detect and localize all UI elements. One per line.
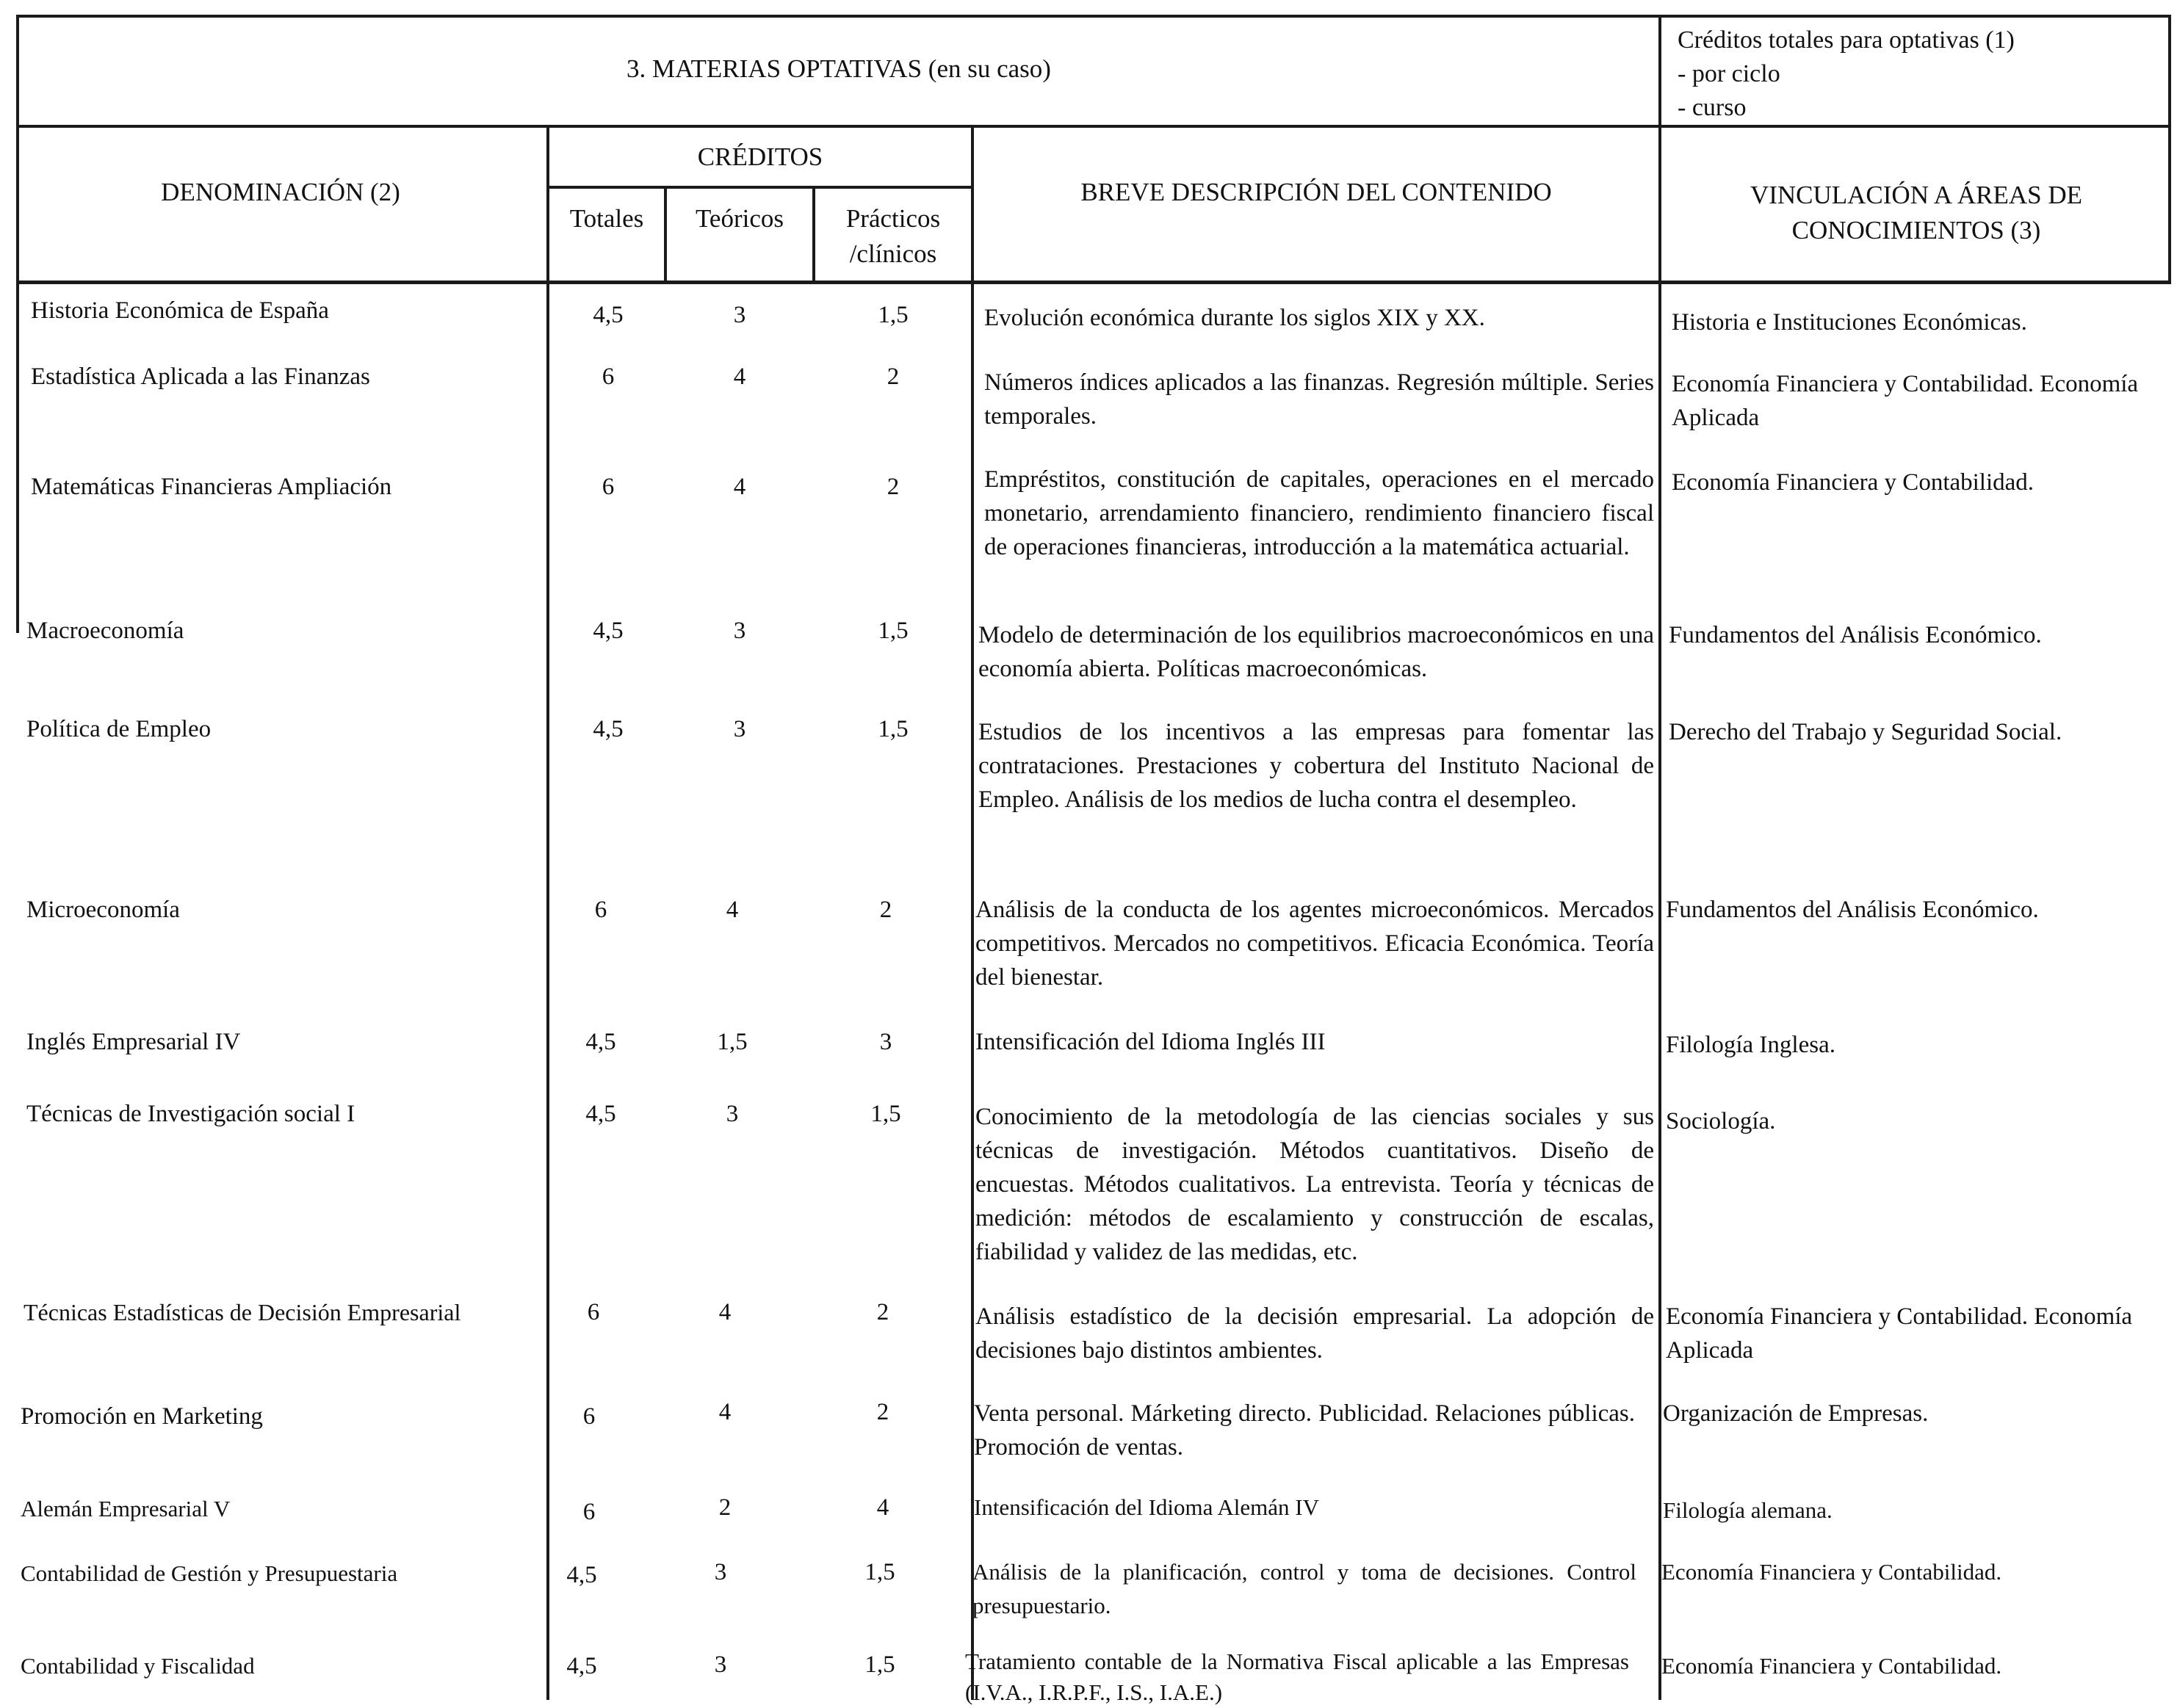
knowledge-areas: Derecho del Trabajo y Seguridad Social. [1669,719,2062,745]
credits-theory: 3 [733,302,746,328]
subject-name: Contabilidad y Fiscalidad [21,1653,255,1679]
col-header-practicos [815,201,971,272]
credits-theory: 4 [733,474,746,500]
col-divider-vinculacion [1658,281,1661,1700]
credits-total: 4,5 [566,1653,597,1679]
credits-theory: 2 [718,1494,732,1521]
knowledge-areas: Economía Financiera y Contabilidad. [1661,1559,2002,1585]
credits-practice: 2 [887,474,900,500]
credits-theory: 4 [718,1399,732,1425]
knowledge-areas: Sociología. [1666,1108,1776,1135]
content-description: Modelo de determinación de los equilibrios macroeconómicos en una economía abierta. Políticas macroeconómicas. [978,622,1654,682]
creditos-divider [549,186,974,189]
section-title: 3. MATERIAS OPTATIVAS (en su caso) [627,54,1051,83]
table-border-top [16,15,2171,18]
content-description: Análisis de la planificación, control y toma de decisiones. Control presupuestario. [972,1559,1636,1618]
knowledge-areas: Fundamentos del Análisis Económico. [1666,897,2039,923]
credits-practice: 2 [876,1299,889,1325]
col-header-teoricos: Teóricos [695,204,784,233]
table-border-header-bottom [16,281,2171,284]
credits-total: 6 [587,1299,600,1325]
col-header-vinculacion-line1: VINCULACIÓN A ÁREAS DE [1750,181,2083,209]
credits-practice: 2 [876,1399,889,1425]
col-divider-teoricos [812,186,815,281]
knowledge-areas: Economía Financiera y Contabilidad. [1672,469,2035,496]
credits-theory: 1,5 [717,1029,748,1055]
credits-practice: 2 [887,363,900,390]
content-description: Estudios de los incentivos a las empresas para fomentar las contrataciones. Prestaciones y cobertura del Instituto Nacional de Empleo. Análisis de los medios de lucha contra el desempleo. [978,719,1654,813]
col-header-vinculacion [1661,178,2171,248]
credit-note-line: Créditos totales para optativas (1) [1678,26,2015,54]
credits-practice: 1,5 [878,716,909,742]
subject-name: Matemáticas Financieras Ampliación [31,474,392,500]
knowledge-areas: Organización de Empresas. [1663,1400,1929,1427]
credits-total: 6 [582,1499,596,1525]
col-header-practicos-line2: /clínicos [849,239,937,268]
subject-name: Microeconomía [26,897,180,923]
credits-practice: 1,5 [864,1651,895,1678]
credits-practice: 3 [879,1029,892,1055]
knowledge-areas: Historia e Instituciones Económicas. [1672,309,2027,336]
credits-theory: 3 [714,1559,727,1585]
credit-note-line: - curso [1678,94,1747,121]
credits-theory: 3 [714,1651,727,1678]
credits-practice: 4 [876,1494,889,1521]
credits-practice: 1,5 [864,1559,895,1585]
content-description: Intensificación del Idioma Alemán IV [974,1494,1320,1520]
knowledge-areas: Filología alemana. [1663,1497,1833,1523]
credits-total: 4,5 [593,716,624,742]
knowledge-areas: Economía Financiera y Contabilidad. Economía Aplicada [1666,1303,2133,1364]
subject-name: Técnicas de Investigación social I [26,1101,355,1127]
credits-total: 6 [594,897,607,923]
content-description: Intensificación del Idioma Inglés III [975,1029,1326,1055]
subject-name: Política de Empleo [26,716,212,742]
table-border-left [16,15,19,281]
credits-total: 6 [602,474,615,500]
content-description: Tratamiento contable de la Normativa Fiscal aplicable a las Empresas (I.V.A., I.R.P.F., I.S., I.A.E.) [965,1649,1629,1705]
credits-practice: 1,5 [878,618,909,644]
subject-name: Historia Económica de España [31,297,329,324]
content-description: Venta personal. Márketing directo. Publicidad. Relaciones públicas. Promoción de ventas. [974,1400,1635,1461]
subject-name: Estadística Aplicada a las Finanzas [31,363,370,390]
col-divider-totales [664,186,667,281]
table-border-header [16,125,2171,128]
table-border-right [2168,15,2171,281]
content-description: Números índices aplicados a las finanzas. Regresión múltiple. Series temporales. [984,369,1654,430]
subject-name: Alemán Empresarial V [21,1496,231,1521]
col-header-descripcion: BREVE DESCRIPCIÓN DEL CONTENIDO [1080,178,1552,206]
credits-theory: 4 [733,363,746,390]
col-header-totales: Totales [569,204,644,233]
credits-total: 6 [602,363,615,390]
credits-total: 4,5 [566,1562,597,1588]
subject-name: Promoción en Marketing [21,1403,263,1430]
subject-name: Técnicas Estadísticas de Decisión Empresarial [24,1299,461,1325]
credits-theory: 4 [726,897,739,923]
credits-practice: 1,5 [878,302,909,328]
credits-theory: 3 [726,1101,739,1127]
knowledge-areas: Economía Financiera y Contabilidad. [1661,1653,2002,1679]
col-header-practicos-line1: Prácticos [845,204,941,233]
credit-note [1678,23,2162,125]
credits-practice: 1,5 [870,1101,901,1127]
table-border-left-body [16,281,19,633]
subject-name: Contabilidad de Gestión y Presupuestaria [21,1560,398,1586]
col-header-vinculacion-line2: CONOCIMIENTOS (3) [1791,216,2041,245]
col-divider-vinculacion-header [1658,15,1661,281]
content-description: Análisis estadístico de la decisión empresarial. La adopción de decisiones bajo distintos ambientes. [975,1303,1654,1364]
credit-note-line: - por ciclo [1678,60,1780,87]
subject-name: Inglés Empresarial IV [26,1029,241,1055]
content-description: Evolución económica durante los siglos XIX y XX. [984,305,1485,331]
col-header-denominacion: DENOMINACIÓN (2) [161,178,400,206]
credits-total: 4,5 [585,1101,616,1127]
content-description: Conocimiento de la metodología de las ciencias sociales y sus técnicas de investigación. Métodos cuantitativos. Diseño de encuestas. Métodos cualitativos. La entrevista. Teoría y técnicas de medición: métodos de escalamiento y construcción de escalas, fiabilidad y validez de las medidas, etc. [975,1104,1654,1265]
document-page [16,15,2171,1705]
credits-total: 4,5 [593,618,624,644]
credits-total: 6 [582,1403,596,1430]
subject-name: Macroeconomía [26,618,184,644]
knowledge-areas: Filología Inglesa. [1666,1032,1835,1058]
credits-total: 4,5 [593,302,624,328]
knowledge-areas: Fundamentos del Análisis Económico. [1669,622,2042,648]
knowledge-areas: Economía Financiera y Contabilidad. Economía Aplicada [1672,371,2139,431]
credits-practice: 2 [879,897,892,923]
credits-theory: 4 [718,1299,732,1325]
credits-theory: 3 [733,618,746,644]
col-header-creditos: CRÉDITOS [697,142,823,171]
credits-total: 4,5 [585,1029,616,1055]
content-description: Empréstitos, constitución de capitales, operaciones en el mercado monetario, arrendamiento financiero, rendimiento financiero fiscal de operaciones financieras, introducción a la matemática actuarial. [984,466,1654,560]
credits-theory: 3 [733,716,746,742]
content-description: Análisis de la conducta de los agentes microeconómicos. Mercados competitivos. Mercados no competitivos. Eficacia Económica. Teoría del bienestar. [975,897,1654,991]
